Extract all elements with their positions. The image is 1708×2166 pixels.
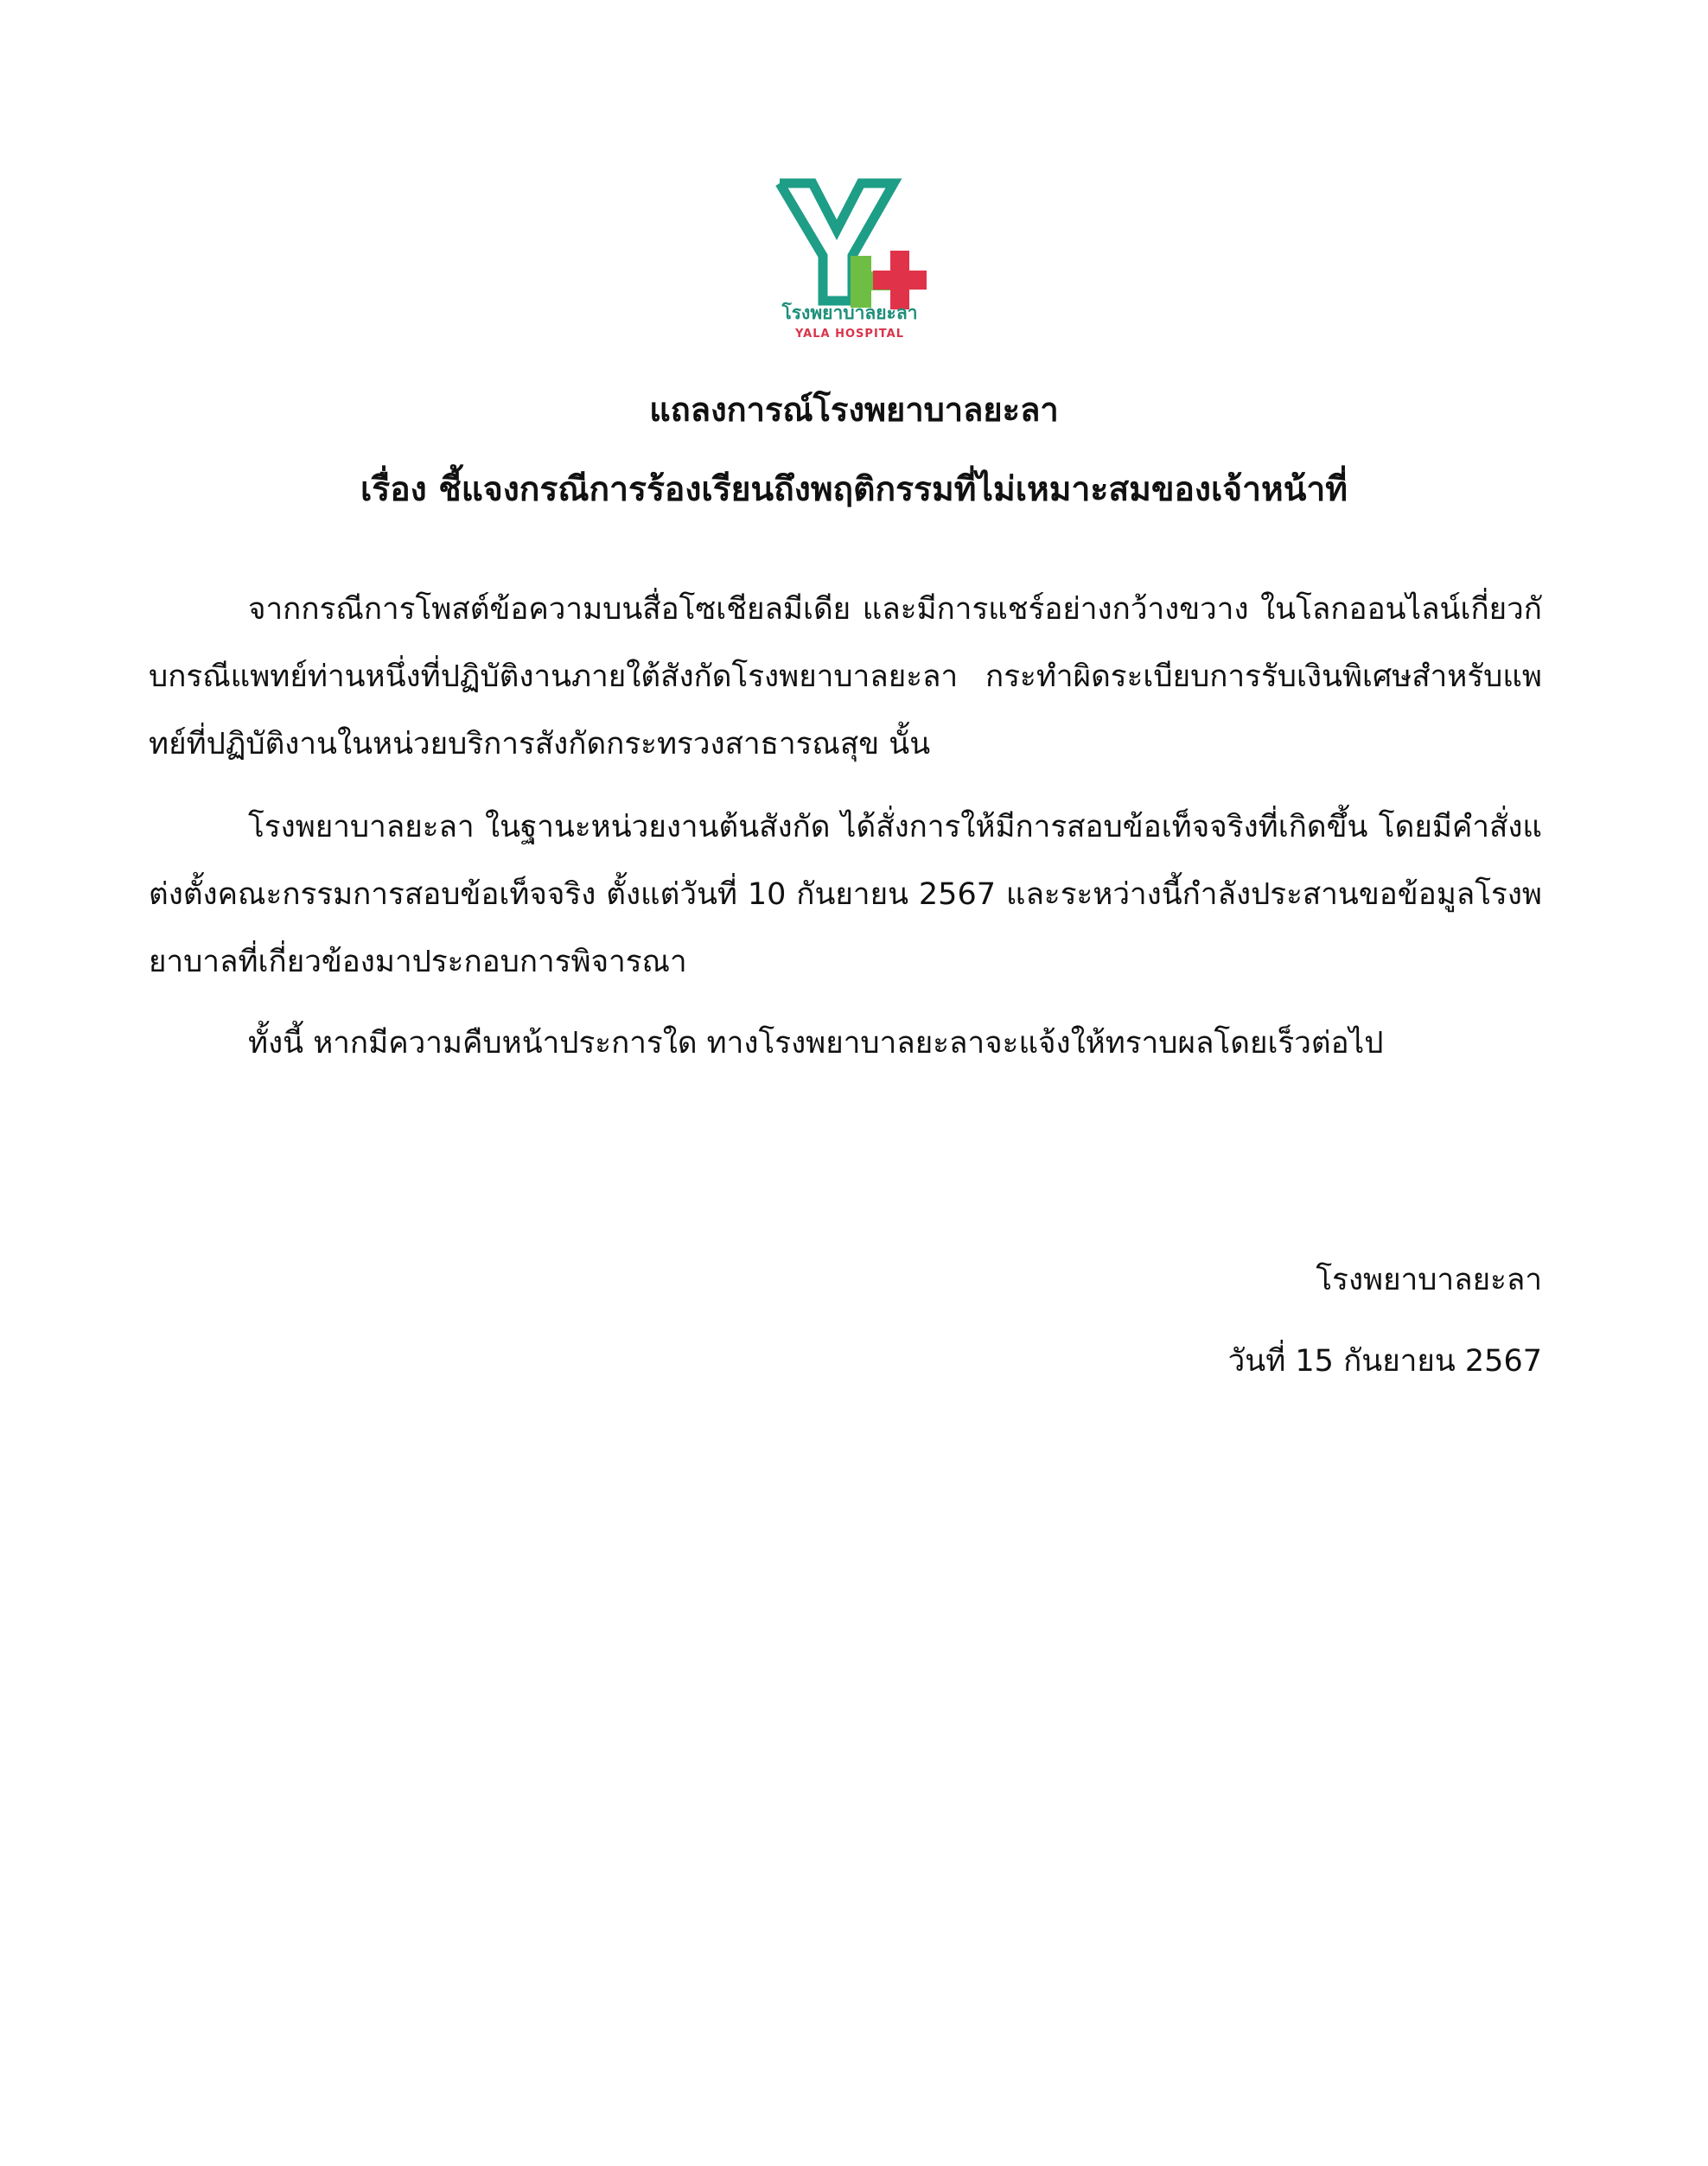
signature-organization: โรงพยาบาลยะลา: [1316, 1263, 1542, 1297]
logo-red-cross-horizontal: [873, 271, 927, 290]
document-title: แถลงการณ์โรงพยาบาลยะลา: [649, 391, 1059, 429]
signature-date: วันที่ 15 กันยายน 2567: [1227, 1344, 1542, 1379]
paragraph-2: โรงพยาบาลยะลา ในฐานะหน่วยงานต้นสังกัด ได้สั่งการให้มีการสอบข้อเท็จจริงที่เกิดขึ้น โดยมีคำสั่งแต่งตั้งคณะกรรมการสอบข้อเท็จจริง ตั้งแต่วันที่ 10 กันยายน 2567 และระหว่างนี้กำลังประสานขอข้อมูลโรงพยาบาลที่เกี่ยวข้องมาประกอบการพิจารณา: [149, 810, 1542, 979]
paragraph-1: จากกรณีการโพสต์ข้อความบนสื่อโซเชียลมีเดีย และมีการแชร์อย่างกว้างขวาง ในโลกออนไลน์เกี่ยวกับกรณีแพทย์ท่านหนึ่งที่ปฏิบัติงานภายใต้สังกัดโรงพยาบาลยะลา กระทำผิดระเบียบการรับเงินพิเศษสำหรับแพทย์ที่ปฏิบัติงานในหน่วยบริการสังกัดกระทรวงสาธารณสุข นั้น: [149, 592, 1542, 761]
paragraph-3: ทั้งนี้ หากมีความคืบหน้าประการใด ทางโรงพยาบาลยะลาจะแจ้งให้ทราบผลโดยเร็วต่อไป: [248, 1026, 1384, 1061]
document-subject: เรื่อง ชี้แจงกรณีการร้องเรียนถึงพฤติกรรมที่ไม่เหมาะสมของเจ้าหน้าที่: [360, 470, 1348, 509]
logo-name-english: YALA HOSPITAL: [795, 328, 904, 341]
logo-name-thai: โรงพยาบาลยะลา: [781, 303, 918, 323]
